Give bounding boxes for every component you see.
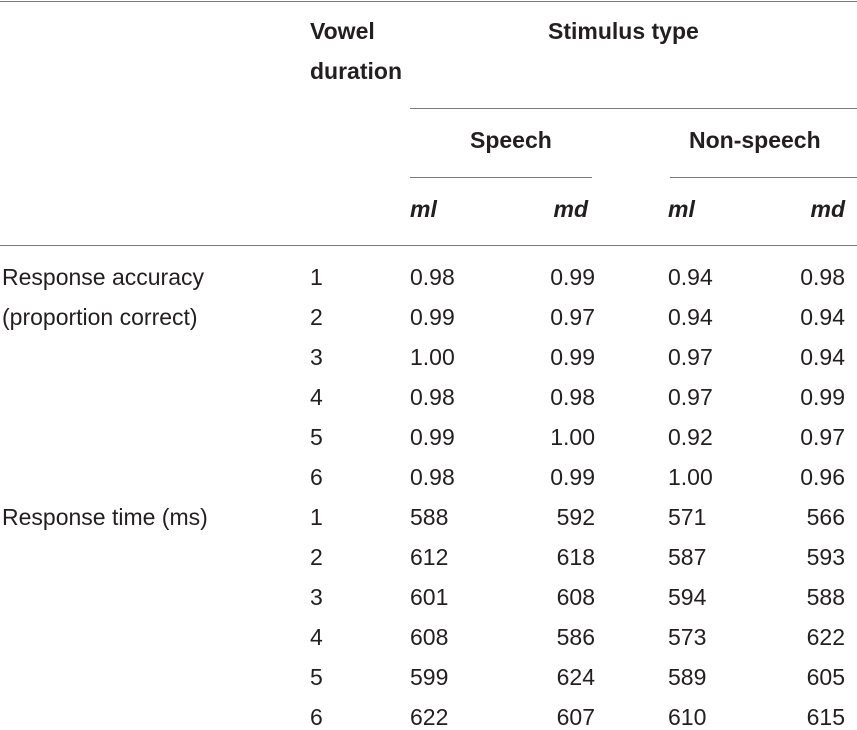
non-speech-ml-cell: 0.94 xyxy=(668,264,713,290)
non-speech-ml-cell: 610 xyxy=(668,704,707,730)
non-speech-ml-cell: 594 xyxy=(668,584,707,610)
vowel-duration-cell: 3 xyxy=(310,344,323,370)
vowel-duration-header-line2: duration xyxy=(310,58,402,84)
non-speech-md-cell: 0.94 xyxy=(800,344,845,370)
speech-ml-cell: 0.98 xyxy=(410,384,455,410)
non-speech-md-cell: 615 xyxy=(806,704,845,730)
non-speech-md-cell: 0.99 xyxy=(800,384,845,410)
non-speech-md-cell: 605 xyxy=(806,664,845,690)
non-speech-md-cell: 622 xyxy=(806,624,845,650)
speech-md-cell: 586 xyxy=(556,624,595,650)
vowel-duration-cell: 5 xyxy=(310,424,323,450)
vowel-duration-header-line1: Vowel xyxy=(310,18,375,44)
speech-header: Speech xyxy=(470,127,552,153)
speech-ml-cell: 0.98 xyxy=(410,264,455,290)
non-speech-ml-cell: 587 xyxy=(668,544,707,570)
non-speech-md-cell: 593 xyxy=(806,544,845,570)
speech-md-cell: 592 xyxy=(556,504,595,530)
group-label-accuracy-line2: (proportion correct) xyxy=(2,304,198,330)
vowel-duration-cell: 2 xyxy=(310,304,323,330)
vowel-duration-cell: 6 xyxy=(310,464,323,490)
top-rule xyxy=(0,1,857,2)
speech-ml-cell: 0.99 xyxy=(410,304,455,330)
vowel-duration-cell: 5 xyxy=(310,664,323,690)
vowel-duration-cell: 4 xyxy=(310,384,323,410)
speech-md-cell: 618 xyxy=(556,544,595,570)
non-speech-ml-cell: 0.97 xyxy=(668,384,713,410)
group-label-accuracy-line1: Response accuracy xyxy=(2,264,204,290)
non-speech-md-cell: 588 xyxy=(806,584,845,610)
speech-md-cell: 624 xyxy=(556,664,595,690)
non-speech-ml-cell: 0.97 xyxy=(668,344,713,370)
speech-ml-header: ml xyxy=(410,196,437,222)
stimulus-type-rule xyxy=(410,108,857,109)
vowel-duration-cell: 1 xyxy=(310,264,323,290)
speech-ml-cell: 0.98 xyxy=(410,464,455,490)
non-speech-ml-header: ml xyxy=(668,196,695,222)
non-speech-md-cell: 0.97 xyxy=(800,424,845,450)
non-speech-rule xyxy=(670,177,857,178)
speech-ml-cell: 1.00 xyxy=(410,344,455,370)
non-speech-md-cell: 0.98 xyxy=(800,264,845,290)
speech-md-header: md xyxy=(553,196,588,222)
vowel-duration-cell: 3 xyxy=(310,584,323,610)
speech-md-cell: 0.99 xyxy=(550,344,595,370)
group-label-time: Response time (ms) xyxy=(2,504,208,530)
header-bottom-rule xyxy=(0,245,857,246)
speech-ml-cell: 612 xyxy=(410,544,449,570)
speech-md-cell: 0.99 xyxy=(550,264,595,290)
non-speech-ml-cell: 0.94 xyxy=(668,304,713,330)
non-speech-md-header: md xyxy=(810,196,845,222)
vowel-duration-cell: 6 xyxy=(310,704,323,730)
speech-ml-cell: 588 xyxy=(410,504,449,530)
vowel-duration-cell: 1 xyxy=(310,504,323,530)
non-speech-ml-cell: 571 xyxy=(668,504,707,530)
speech-rule xyxy=(410,177,592,178)
speech-ml-cell: 608 xyxy=(410,624,449,650)
non-speech-ml-cell: 589 xyxy=(668,664,707,690)
non-speech-ml-cell: 0.92 xyxy=(668,424,713,450)
speech-md-cell: 607 xyxy=(556,704,595,730)
non-speech-md-cell: 566 xyxy=(806,504,845,530)
non-speech-md-cell: 0.96 xyxy=(800,464,845,490)
speech-md-cell: 0.98 xyxy=(550,384,595,410)
stimulus-type-header: Stimulus type xyxy=(548,18,699,44)
vowel-duration-cell: 2 xyxy=(310,544,323,570)
speech-ml-cell: 0.99 xyxy=(410,424,455,450)
speech-md-cell: 1.00 xyxy=(550,424,595,450)
non-speech-md-cell: 0.94 xyxy=(800,304,845,330)
non-speech-ml-cell: 573 xyxy=(668,624,707,650)
speech-md-cell: 0.97 xyxy=(550,304,595,330)
vowel-duration-cell: 4 xyxy=(310,624,323,650)
speech-ml-cell: 622 xyxy=(410,704,449,730)
speech-ml-cell: 599 xyxy=(410,664,449,690)
non-speech-header: Non-speech xyxy=(689,127,821,153)
speech-ml-cell: 601 xyxy=(410,584,449,610)
non-speech-ml-cell: 1.00 xyxy=(668,464,713,490)
speech-md-cell: 608 xyxy=(556,584,595,610)
speech-md-cell: 0.99 xyxy=(550,464,595,490)
